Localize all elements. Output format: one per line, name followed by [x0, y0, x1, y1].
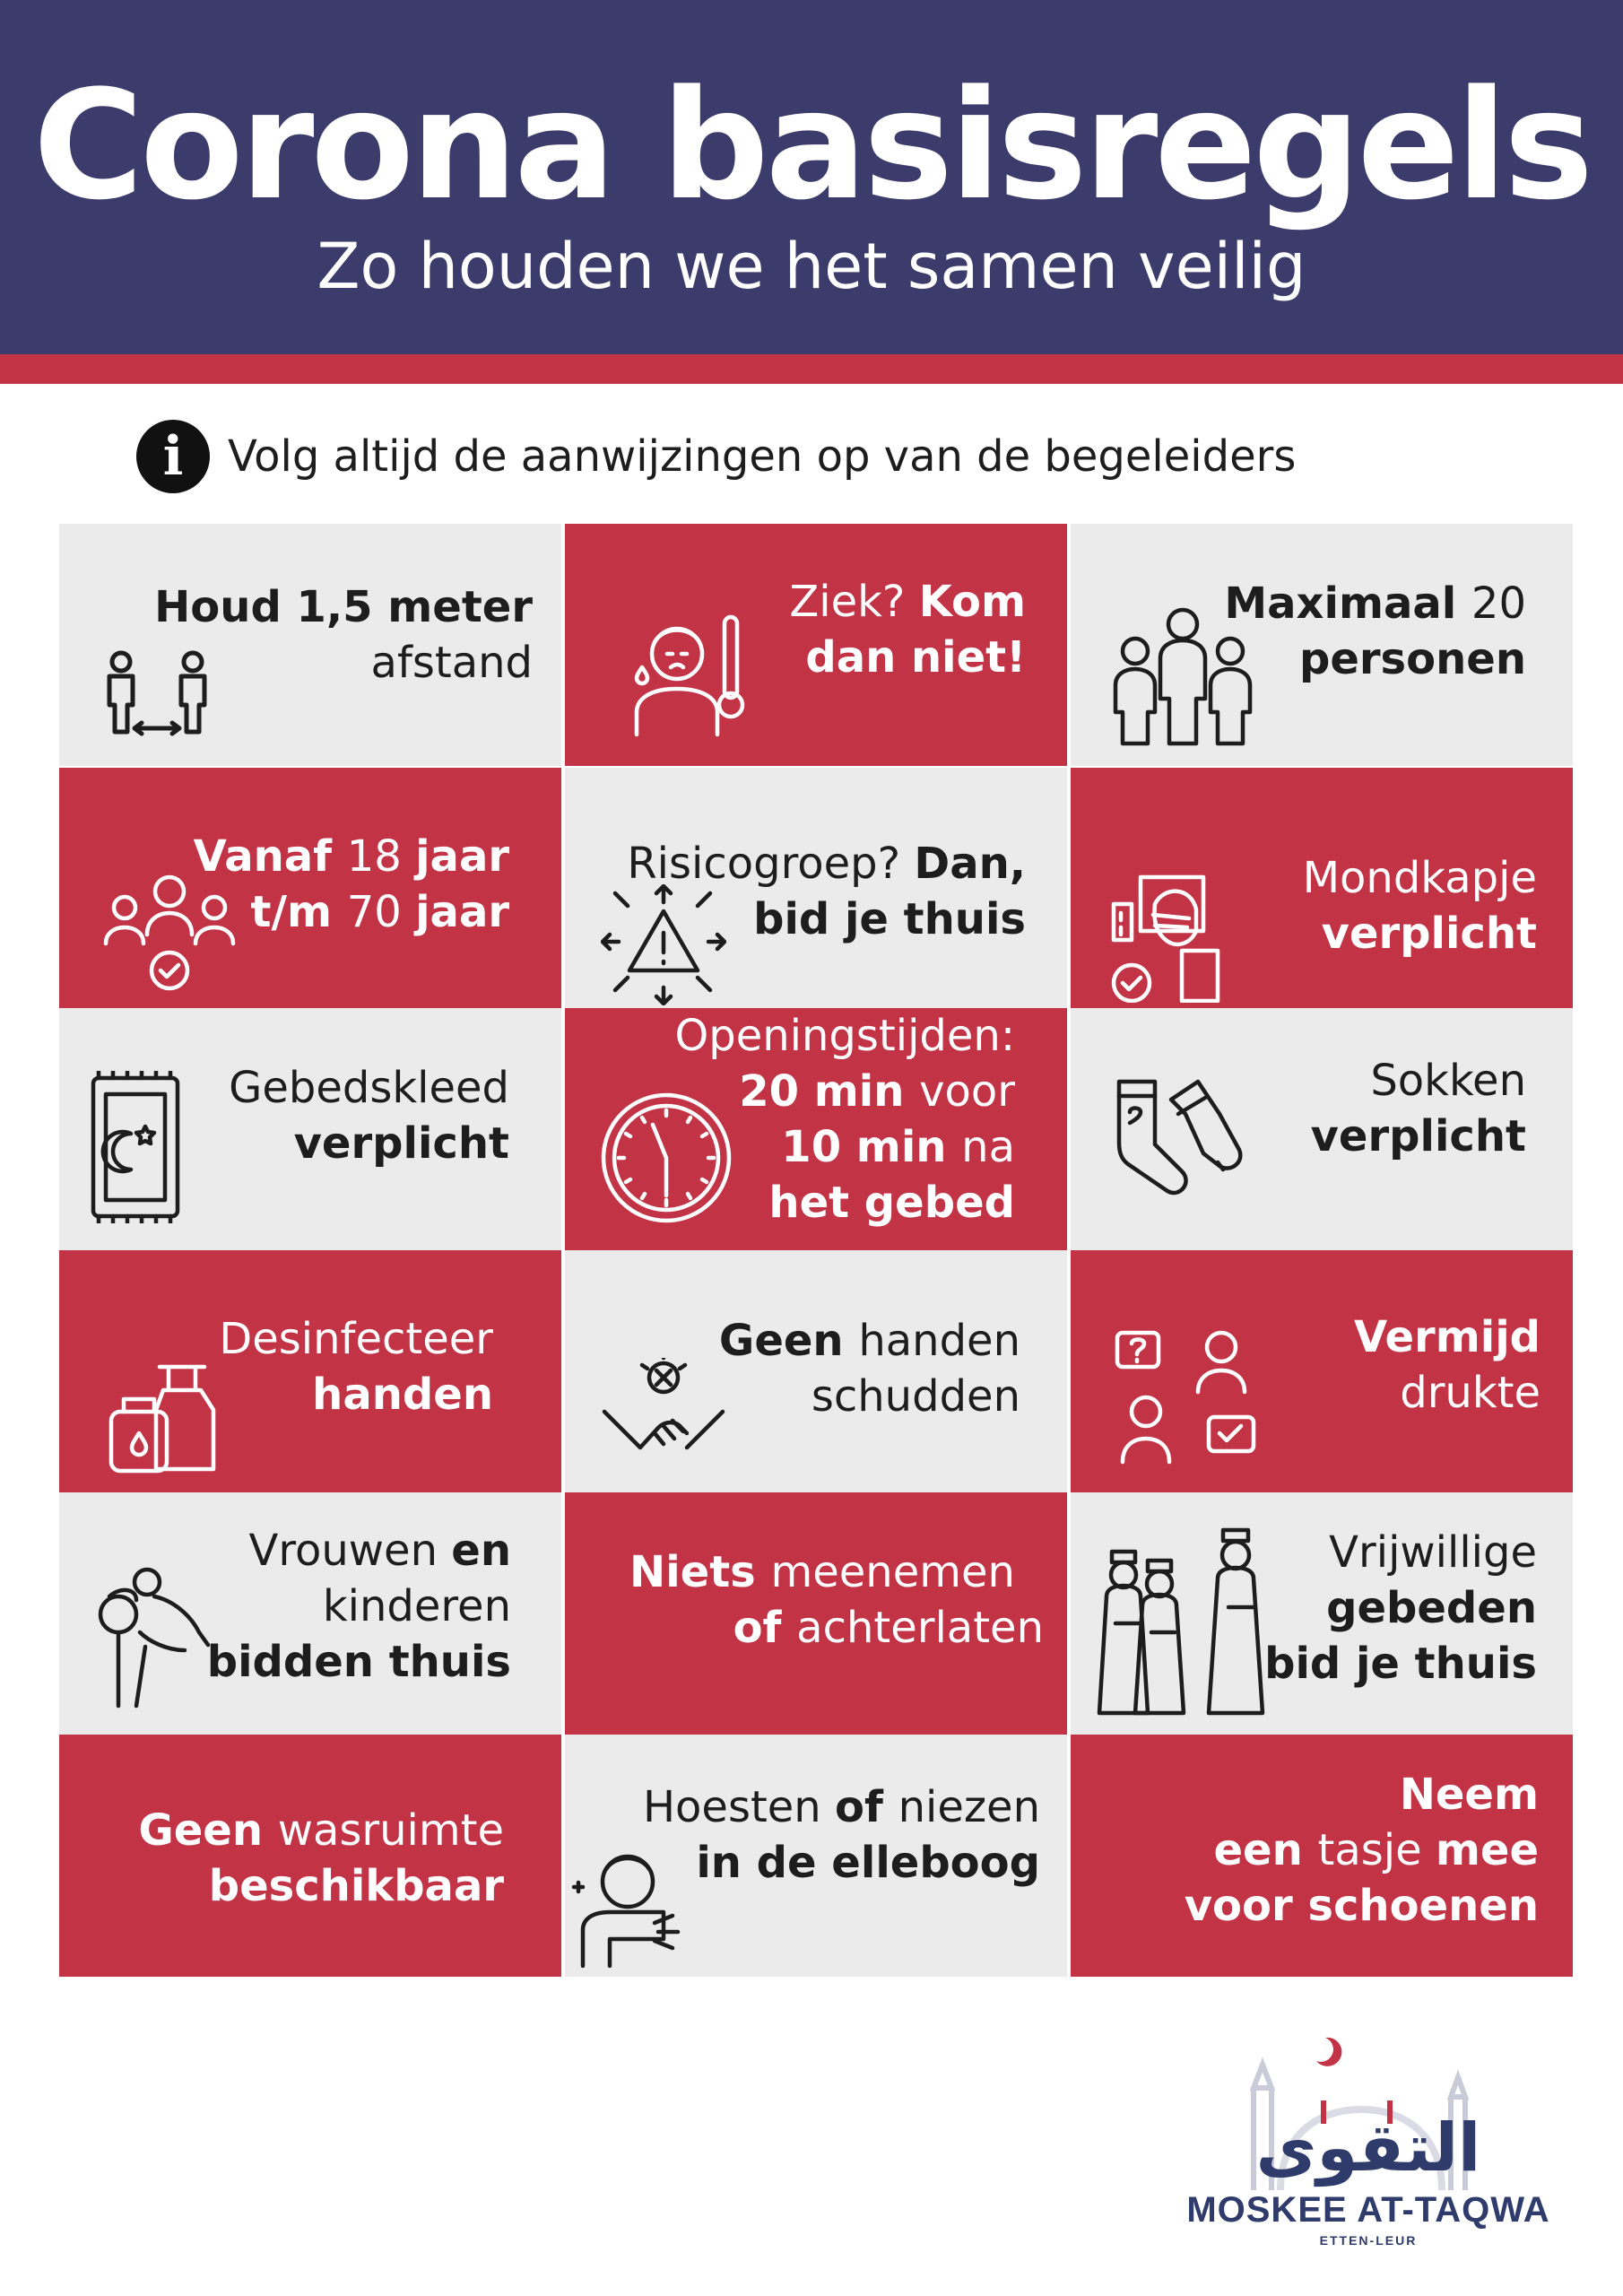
rule-tile [1071, 768, 1573, 1010]
rule-tile [565, 1492, 1067, 1735]
notice-text: Volg altijd de aanwijzingen op van de begeleiders [228, 431, 1297, 482]
rule-text: Vrouwen en kinderen bidden thuis [206, 1526, 511, 1687]
logo-name: MOSKEE AT-TAQWA [1186, 2190, 1550, 2230]
mother-child-icon [91, 1561, 217, 1713]
info-icon: i [136, 420, 210, 493]
rule-tile [59, 1492, 561, 1735]
page-subtitle: Zo houden we het samen veilig [317, 230, 1306, 303]
rule-tile [565, 1735, 1067, 1977]
rule-text: Houd 1,5 meter afstand [154, 582, 533, 688]
rule-tile [565, 1008, 1067, 1250]
rule-text: Vrijwillige gebeden bid je thuis [1264, 1527, 1537, 1689]
rule-text: Geen wasruimte beschikbaar [138, 1805, 504, 1911]
rule-text: Risicogroep? Dan, bid je thuis [627, 839, 1026, 944]
rule-tile [1071, 524, 1573, 766]
prayer-rug-icon [86, 1071, 185, 1223]
logo-location: ETTEN-LEUR [1319, 2233, 1418, 2248]
rule-tile [59, 1008, 561, 1250]
header-accent-bar [0, 354, 1623, 384]
logo-arabic: التقوى [1255, 2109, 1481, 2187]
sanitizer-icon [106, 1358, 231, 1474]
face-mask-icon [1105, 868, 1248, 1003]
rule-tile [1071, 1008, 1573, 1250]
notice [136, 420, 1296, 493]
rule-tile [59, 1250, 561, 1492]
rule-text: Hoesten of niezen in de elleboog [642, 1782, 1040, 1888]
rule-text: Neem een tasje mee voor schoenen [1184, 1770, 1539, 1931]
rules-grid [59, 524, 1573, 1984]
rule-tile [59, 1735, 561, 1977]
no-handshake-icon [601, 1358, 726, 1465]
rule-text: Ziek? Kom dan niet! [789, 577, 1026, 683]
rule-tile [1071, 1735, 1573, 1977]
rule-tile [59, 768, 561, 1010]
sick-person-icon [628, 604, 753, 739]
rule-tile [1071, 1250, 1573, 1492]
rule-text: Mondkapje verplicht [1302, 853, 1537, 959]
rule-tile [565, 524, 1067, 766]
page-title: Corona basisregels [32, 57, 1591, 233]
rule-text: Sokken verplicht [1310, 1056, 1526, 1161]
rule-text: Gebedskleed verplicht [229, 1063, 509, 1169]
crowd-chat-icon [1112, 1327, 1264, 1471]
praying-men-icon [1089, 1525, 1268, 1722]
rule-text: Vermijd drukte [1353, 1312, 1541, 1418]
rule-tile [1071, 1492, 1573, 1735]
socks-icon [1110, 1076, 1245, 1220]
rule-text: Openingstijden: 20 min voor 10 min na het gebed [674, 1011, 1015, 1228]
rule-text: Geen handen schudden [718, 1316, 1020, 1422]
rule-tile [565, 768, 1067, 1010]
rule-tile [59, 524, 561, 766]
rule-text: Desinfecteer handen [219, 1314, 493, 1420]
rule-tile [565, 1250, 1067, 1492]
mosque-logo [1182, 2025, 1555, 2269]
rule-text: Maximaal 20 personen [1224, 578, 1526, 684]
rule-text: Vanaf 18 jaar t/m 70 jaar [193, 831, 509, 937]
rule-text: Niets meenemen of achterlaten [629, 1547, 1044, 1653]
